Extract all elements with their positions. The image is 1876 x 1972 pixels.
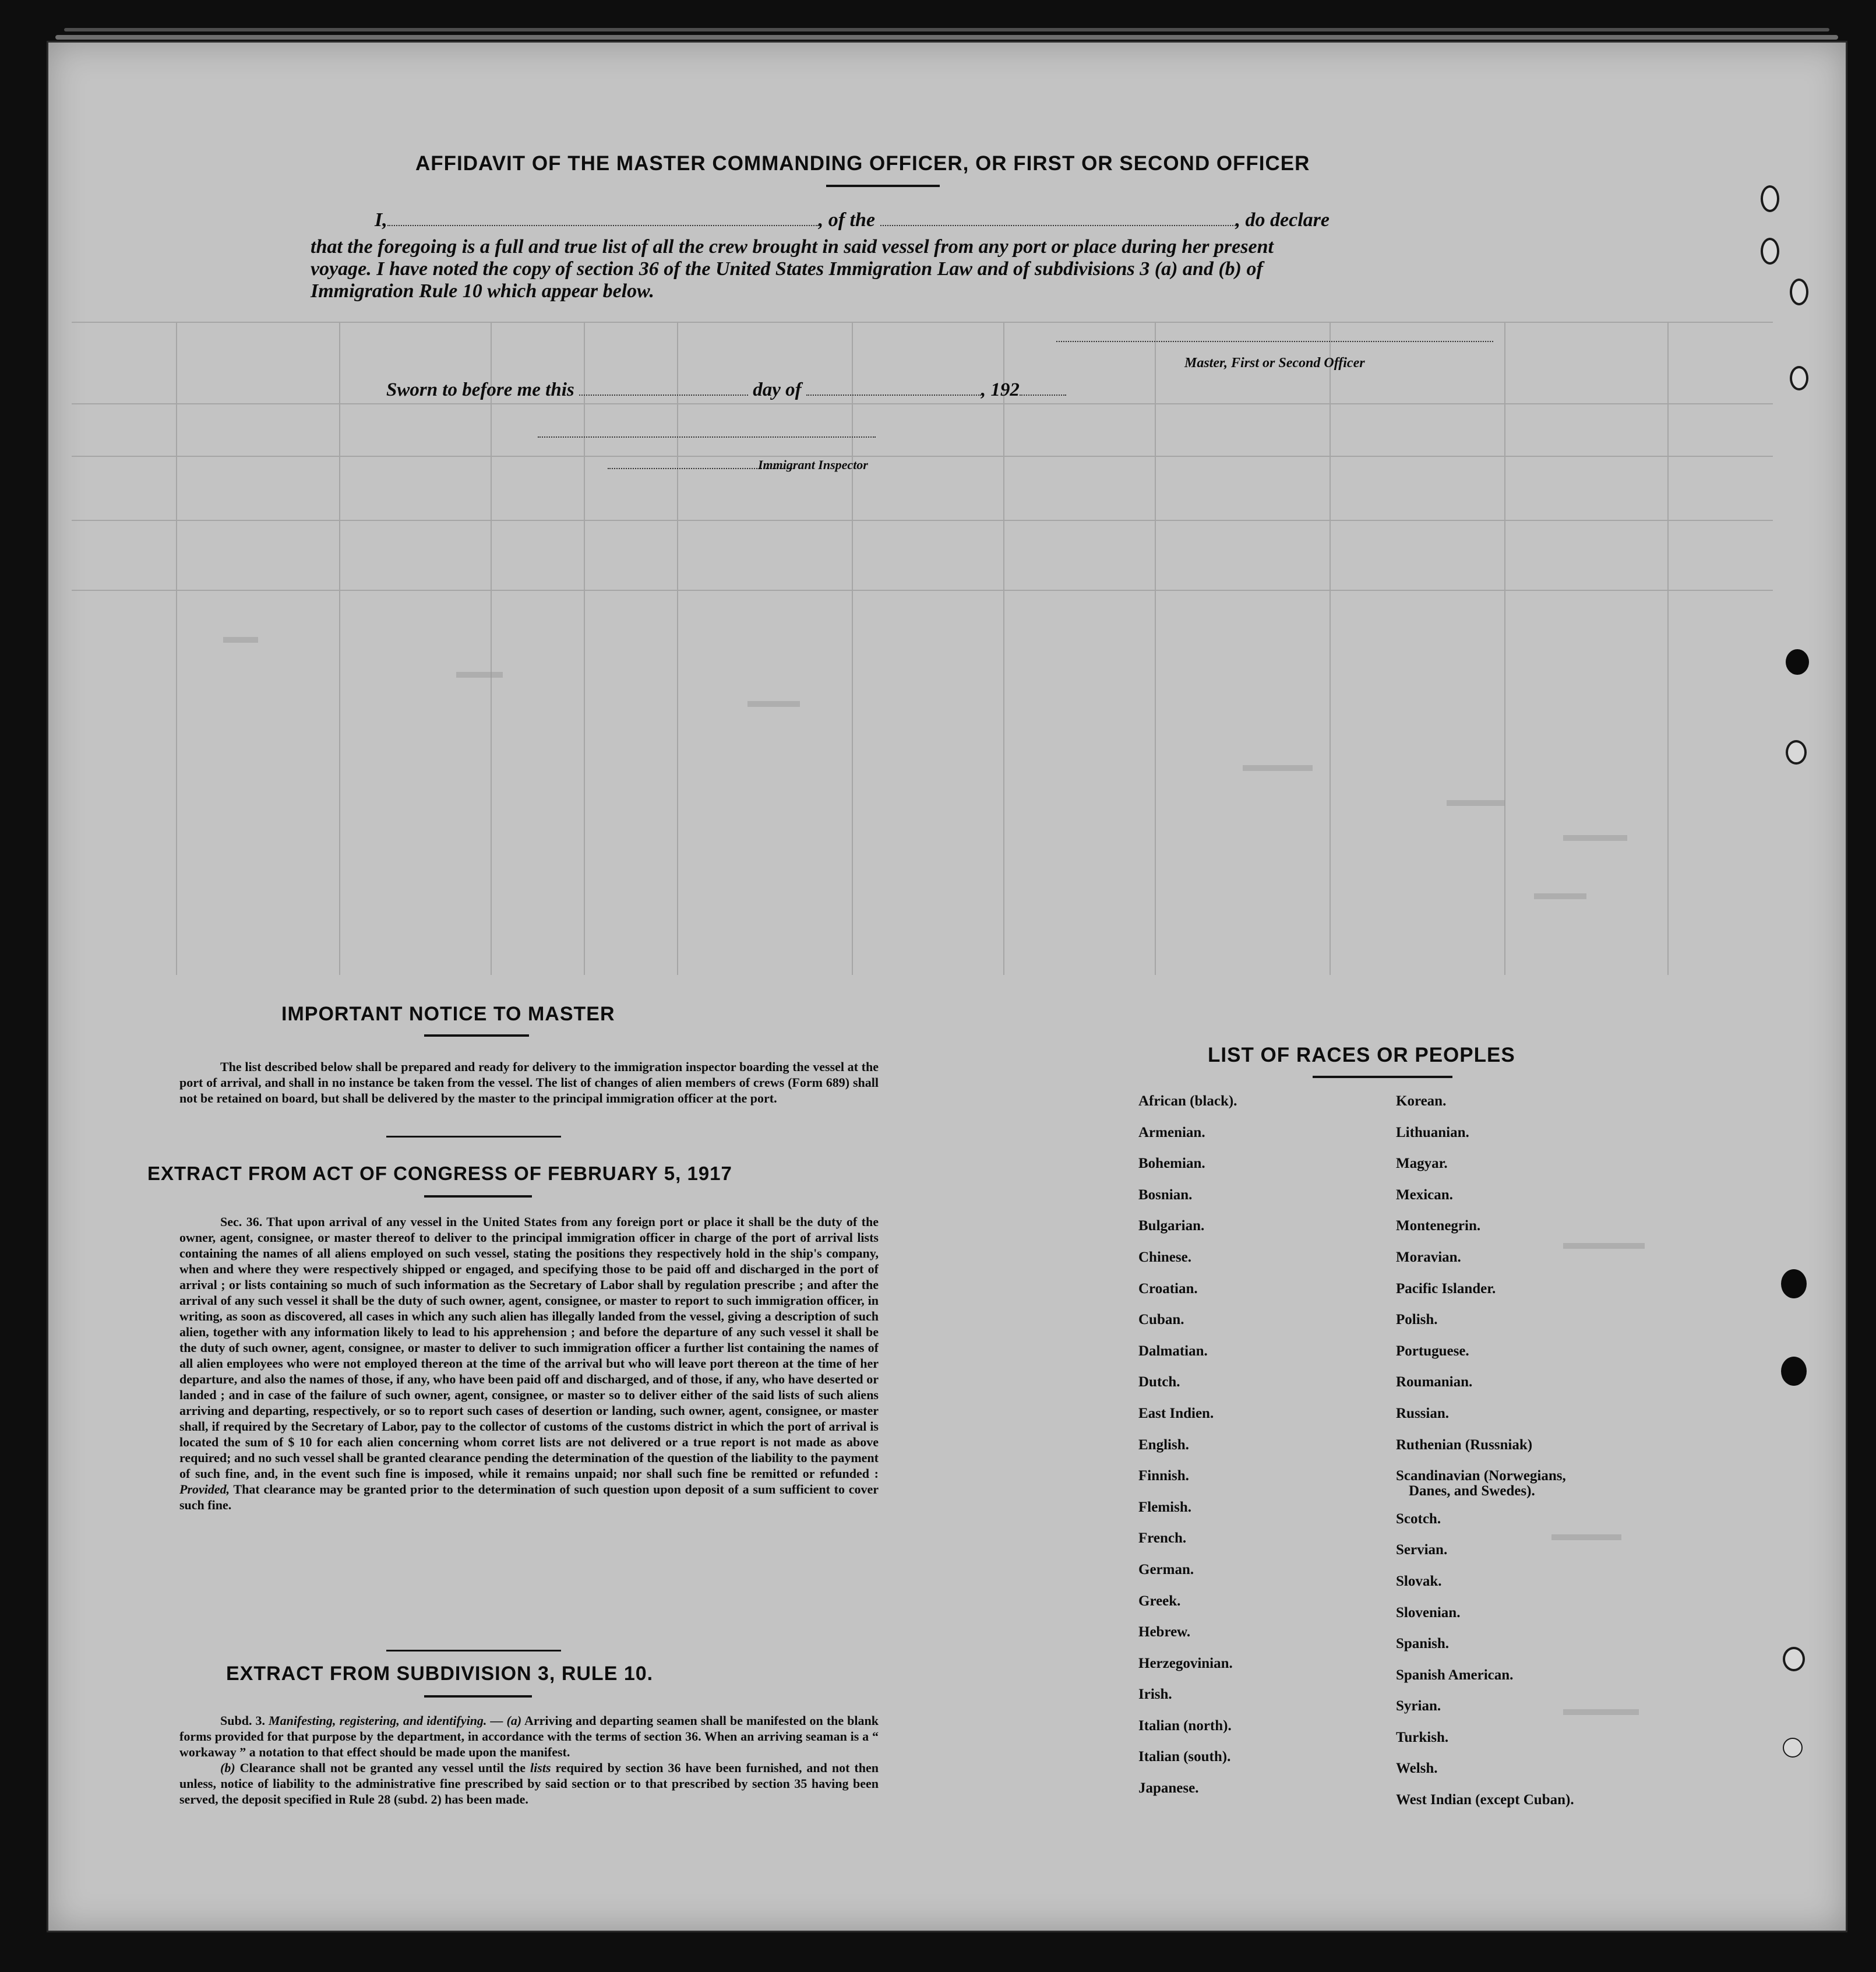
binder-hole-9: [1783, 1647, 1805, 1671]
race-item: Italian (south).: [1138, 1749, 1231, 1765]
race-item: Moravian.: [1396, 1249, 1461, 1265]
race-item: Herzegovinian.: [1138, 1655, 1233, 1671]
inspector-signature-line[interactable]: [538, 436, 876, 438]
race-item: Mexican.: [1396, 1186, 1453, 1203]
section-36-paragraph: [179, 1214, 879, 1513]
races-title: LIST OF RACES OR PEOPLES: [1208, 1044, 1515, 1066]
race-item: Croatian.: [1138, 1280, 1198, 1297]
provided-word: Provided,: [179, 1482, 230, 1496]
affidavit-declare-label: , do declare: [1235, 209, 1330, 231]
race-item: Ruthenian (Russniak): [1396, 1436, 1533, 1453]
affidavit-line-4: Immigration Rule 10 which appear below.: [311, 280, 655, 302]
binder-hole-4: [1790, 366, 1808, 390]
race-item: French.: [1138, 1530, 1187, 1547]
notice-divider: [386, 1136, 561, 1138]
notice-title-rule: [424, 1034, 529, 1037]
race-item: Dalmatian.: [1138, 1343, 1208, 1359]
notice-paragraph: The list described below shall be prepared and ready for delivery to the immigration inspector boarding the vessel at the port of arrival, and shall in no instance be taken from the vessel. The list of changes of alien members of crews (Form 689) shall not be retained on board, but shall be delivered by the master to the principal immigration officer at the port.: [179, 1059, 879, 1105]
sworn-label: Sworn to before me this: [386, 379, 574, 400]
affidavit-of-the-label: , of the: [818, 209, 876, 231]
race-item: Spanish American.: [1396, 1667, 1514, 1683]
races-title-rule: [1313, 1076, 1452, 1078]
race-item: Cuban.: [1138, 1312, 1184, 1328]
binder-hole-5: [1786, 649, 1809, 675]
race-item: Servian.: [1396, 1542, 1448, 1558]
race-item: Armenian.: [1138, 1124, 1205, 1140]
binder-hole-6: [1786, 740, 1807, 765]
affidavit-title: AFFIDAVIT OF THE MASTER COMMANDING OFFICER, OR FIRST OR SECOND OFFICER: [415, 152, 1310, 175]
rule-extract-title: EXTRACT FROM SUBDIVISION 3, RULE 10.: [226, 1663, 654, 1685]
race-item: Russian.: [1396, 1405, 1450, 1421]
act-extract-divider: [386, 1650, 561, 1651]
sworn-month-blank[interactable]: [806, 379, 981, 396]
races-left-column: [1138, 1086, 1237, 1804]
affidavit-line-3: voyage. I have noted the copy of section 36 of the United States Immigration Law and of subdivisions 3 (a) and (b) of: [311, 258, 1263, 280]
affidavit-line-2: that the foregoing is a full and true list of all the crew brought in said vessel from any port or place during her present: [311, 236, 1274, 258]
race-item: Bosnian.: [1138, 1186, 1193, 1203]
paper-edge-back: [64, 28, 1829, 31]
officer-name-blank[interactable]: [387, 210, 819, 226]
sworn-day-blank[interactable]: [579, 379, 748, 396]
race-item: Montenegrin.: [1396, 1218, 1481, 1234]
race-item: Slovak.: [1396, 1573, 1442, 1589]
race-item: Irish.: [1138, 1686, 1172, 1703]
race-item: Scotch.: [1396, 1510, 1441, 1527]
race-item: Polish.: [1396, 1312, 1438, 1328]
section-36-text-end: That clearance may be granted prior to the determination of such question upon deposit of a sum sufficient to cover such fine.: [179, 1482, 879, 1512]
binder-hole-7: [1781, 1269, 1807, 1298]
inspector-caption: Immigrant Inspector: [758, 457, 868, 472]
manifest-page: [47, 41, 1847, 1932]
races-right-column: [1396, 1086, 1574, 1816]
race-item: Scandinavian (Norwegians,: [1396, 1468, 1566, 1484]
sworn-year-blank[interactable]: [1020, 379, 1066, 396]
act-extract-title: EXTRACT FROM ACT OF CONGRESS OF FEBRUARY 5, 1917: [147, 1163, 732, 1184]
subd-b-text-1: Clearance shall not be granted any vessel until the: [239, 1760, 526, 1775]
subd-label: Subd. 3.: [220, 1713, 265, 1728]
race-item: Italian (north).: [1138, 1717, 1232, 1734]
affidavit-i-label: I,: [375, 209, 387, 231]
binder-hole-10: [1783, 1738, 1803, 1758]
race-item: Slovenian.: [1396, 1604, 1461, 1621]
race-item: Hebrew.: [1138, 1624, 1191, 1640]
subd-heading: Manifesting, registering, and identifying. — (a): [269, 1713, 522, 1728]
race-item: East Indien.: [1138, 1405, 1214, 1421]
race-item: Greek.: [1138, 1593, 1181, 1609]
race-item: Flemish.: [1138, 1499, 1191, 1515]
affidavit-title-rule: [826, 185, 940, 187]
notice-title: IMPORTANT NOTICE TO MASTER: [281, 1003, 615, 1025]
race-item: Portuguese.: [1396, 1343, 1469, 1359]
year-label: , 192: [981, 379, 1020, 400]
race-item: Magyar.: [1396, 1156, 1448, 1172]
race-item: West Indian (except Cuban).: [1396, 1792, 1574, 1808]
act-extract-rule: [424, 1195, 532, 1198]
race-item: Lithuanian.: [1396, 1124, 1469, 1140]
race-item: Finnish.: [1138, 1468, 1189, 1484]
race-item: German.: [1138, 1561, 1194, 1577]
section-36-text: Sec. 36. That upon arrival of any vessel in the United States from any foreign port or place it shall be the duty of the owner, agent, consignee, or master thereof to deliver to the principal immigration officer in charge of the port of arrival lists containing the names of all aliens employed on such vessel, stating the positions they respectively hold in the ship's company, when and where they were respectively shipped or engaged, and specifying those to be paid off and discharged in the port of arrival ; or lists containing so much of such information as the Secretary of Labor shall by regulation prescribe ; and after the arrival of any such vessel it shall be the duty of such owner, agent, consignee, or master to report to such immigration officer, in writing, as soon as discovered, all cases in which any such alien has illegally landed from the vessel, giving a description of such alien, together with any information likely to lead to his apprehension ; and before the departure of any such vessel it shall be the duty of such owner, agent, consignee, or master to deliver to such immigration officer a further list containing the names of all alien employees who were not employed thereon at the time of the arrival but who will leave port thereon at the time of her departure, and also the names of those, if any, who have been paid off and discharged, and of those, if any, who have deserted or landed ; and in case of the failure of such owner, agent, consignee, or master so to deliver either of the said lists of such aliens arriving and departing, respectively, or so to report such cases of desertion or landing, such owner, agent, consignee, or master shall, if required by the Secretary of Labor, pay to the collector of customs of the customs district in which the port of arrival is located the sum of $ 10 for each alien concerning whom corret lists are not delivered or a true report is not made as above required; and no such vessel shall be granted clearance pending the determination of the question of the liability to the payment of such fine, and, in the event such fine is imposed, while it remains unpaid; nor shall such fine be remitted or refunded :: [179, 1214, 879, 1481]
race-item: Danes, and Swedes).: [1409, 1482, 1535, 1499]
act-extract-text: [179, 1214, 879, 1513]
binder-hole-3: [1790, 279, 1808, 305]
race-item: English.: [1138, 1436, 1189, 1453]
binder-hole-2: [1761, 238, 1779, 265]
sworn-line: [386, 379, 1066, 401]
race-item: Turkish.: [1396, 1729, 1449, 1745]
race-item: Welsh.: [1396, 1760, 1438, 1777]
race-item: Dutch.: [1138, 1374, 1180, 1390]
race-item: Syrian.: [1396, 1698, 1441, 1714]
lists-word: lists: [530, 1760, 551, 1775]
race-item: African (black).: [1138, 1093, 1237, 1109]
race-item: Korean.: [1396, 1093, 1447, 1109]
subd-b-paragraph: [179, 1760, 879, 1807]
binder-hole-8: [1781, 1357, 1807, 1386]
race-item: Japanese.: [1138, 1780, 1199, 1797]
notice-text: [179, 1059, 879, 1106]
paper-edge: [55, 35, 1838, 40]
subd-b-label: (b): [220, 1760, 235, 1775]
bleed-through-grid: [48, 43, 1846, 1931]
race-item: Roumanian.: [1396, 1374, 1473, 1390]
race-item: Pacific Islander.: [1396, 1280, 1496, 1297]
race-item: Bulgarian.: [1138, 1218, 1205, 1234]
binder-hole-1: [1761, 185, 1779, 212]
subd-b-text-2: required by section 36 have been furnished, and not then unless, notice of liability to the administrative fine prescribed by said section or to that prescribed by section 35 having been served, the deposit specified in Rule 28 (subd. 2) has been made.: [179, 1760, 879, 1807]
subd-a-paragraph: [179, 1713, 879, 1760]
rule-extract-rule: [424, 1695, 532, 1698]
rule-extract-text: [179, 1713, 879, 1807]
day-of-label: day of: [753, 379, 802, 400]
master-caption: Master, First or Second Officer: [1184, 355, 1365, 371]
affidavit-line-1: [375, 209, 1330, 231]
vessel-name-blank[interactable]: [880, 210, 1236, 226]
race-item: Chinese.: [1138, 1249, 1191, 1265]
race-item: Spanish.: [1396, 1636, 1450, 1652]
race-item: Bohemian.: [1138, 1156, 1205, 1172]
master-signature-line[interactable]: [1056, 341, 1493, 342]
subd-a-text: Arriving and departing seamen shall be manifested on the blank forms provided for that purpose by the department, in accordance with the terms of section 36. When an arriving seaman is a “ workaway ” a notation to that effect should be made upon the manifest.: [179, 1713, 879, 1759]
